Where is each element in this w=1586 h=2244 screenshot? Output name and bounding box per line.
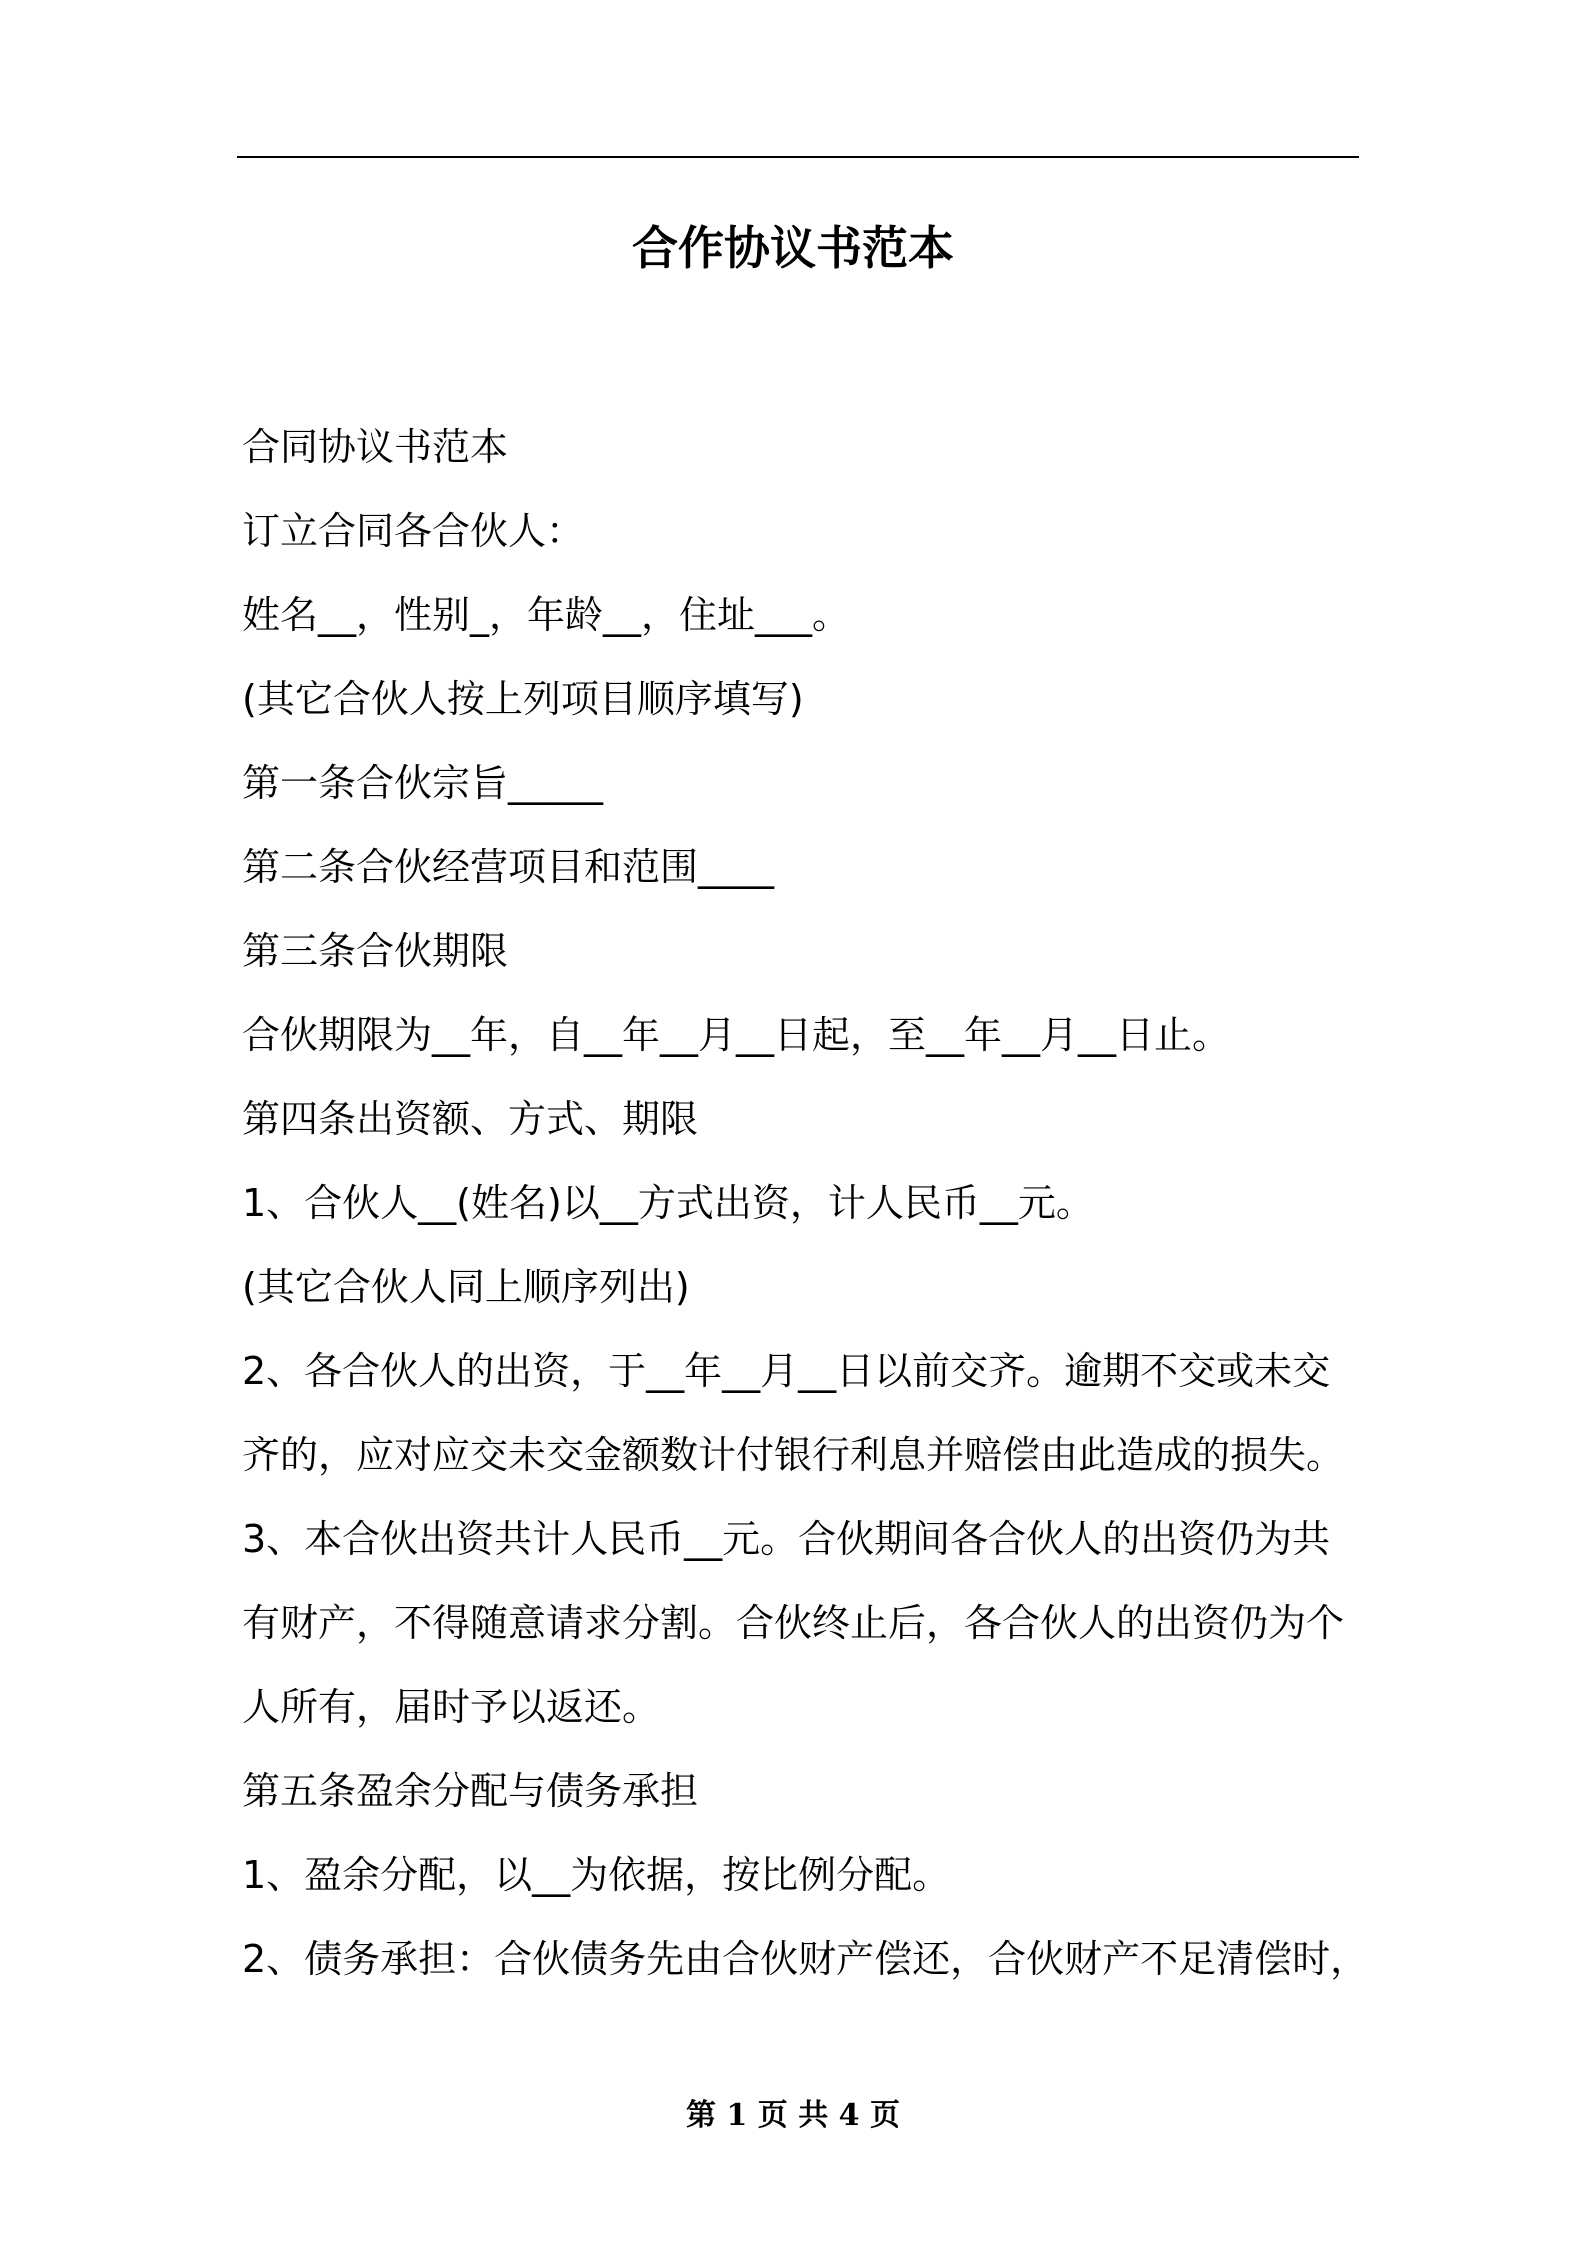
paragraph-article-5: 第五条盈余分配与债务承担 — [242, 1769, 699, 1813]
paragraph-contribution-2: 2、各合伙人的出资，于__年__月__日以前交齐。逾期不交或未交齐的，应对应交未交金额数计付银行利息并赔偿由此造成的损失。 — [242, 1349, 1345, 1477]
paragraph-article-1: 第一条合伙宗旨_____ — [242, 761, 604, 805]
paragraph-contract-heading: 合同协议书范本 — [242, 425, 509, 469]
paragraph-partners-intro: 订立合同各合伙人： — [242, 509, 585, 553]
paragraph-contribution-1: 1、合伙人__(姓名)以__方式出资，计人民币__元。 — [242, 1181, 1094, 1225]
paragraph-term-period: 合伙期限为__年，自__年__月__日起，至__年__月__日止。 — [242, 1013, 1231, 1057]
paragraph-partner-info: 姓名__，性别_，年龄__，住址___。 — [242, 593, 851, 637]
paragraph-profit-distribution: 1、盈余分配，以__为依据，按比例分配。 — [242, 1853, 951, 1897]
header-rule — [237, 156, 1359, 158]
document-body — [242, 405, 1369, 2001]
paragraph-partner-note: (其它合伙人按上列项目顺序填写) — [242, 677, 804, 721]
document-title: 合作协议书范本 — [632, 221, 954, 275]
paragraph-debt-bearing: 2、债务承担：合伙债务先由合伙财产偿还，合伙财产不足清偿时， — [242, 1937, 1369, 1981]
paragraph-article-2: 第二条合伙经营项目和范围____ — [242, 845, 775, 889]
page-number-footer: 第 1 页 共 4 页 — [686, 2098, 900, 2133]
paragraph-article-3: 第三条合伙期限 — [242, 929, 509, 973]
paragraph-contribution-note: (其它合伙人同上顺序列出) — [242, 1265, 690, 1309]
paragraph-contribution-3: 3、本合伙出资共计人民币__元。合伙期间各合伙人的出资仍为共有财产，不得随意请求分割。合伙终止后，各合伙人的出资仍为个人所有，届时予以返还。 — [242, 1517, 1345, 1729]
paragraph-article-4: 第四条出资额、方式、期限 — [242, 1097, 699, 1141]
